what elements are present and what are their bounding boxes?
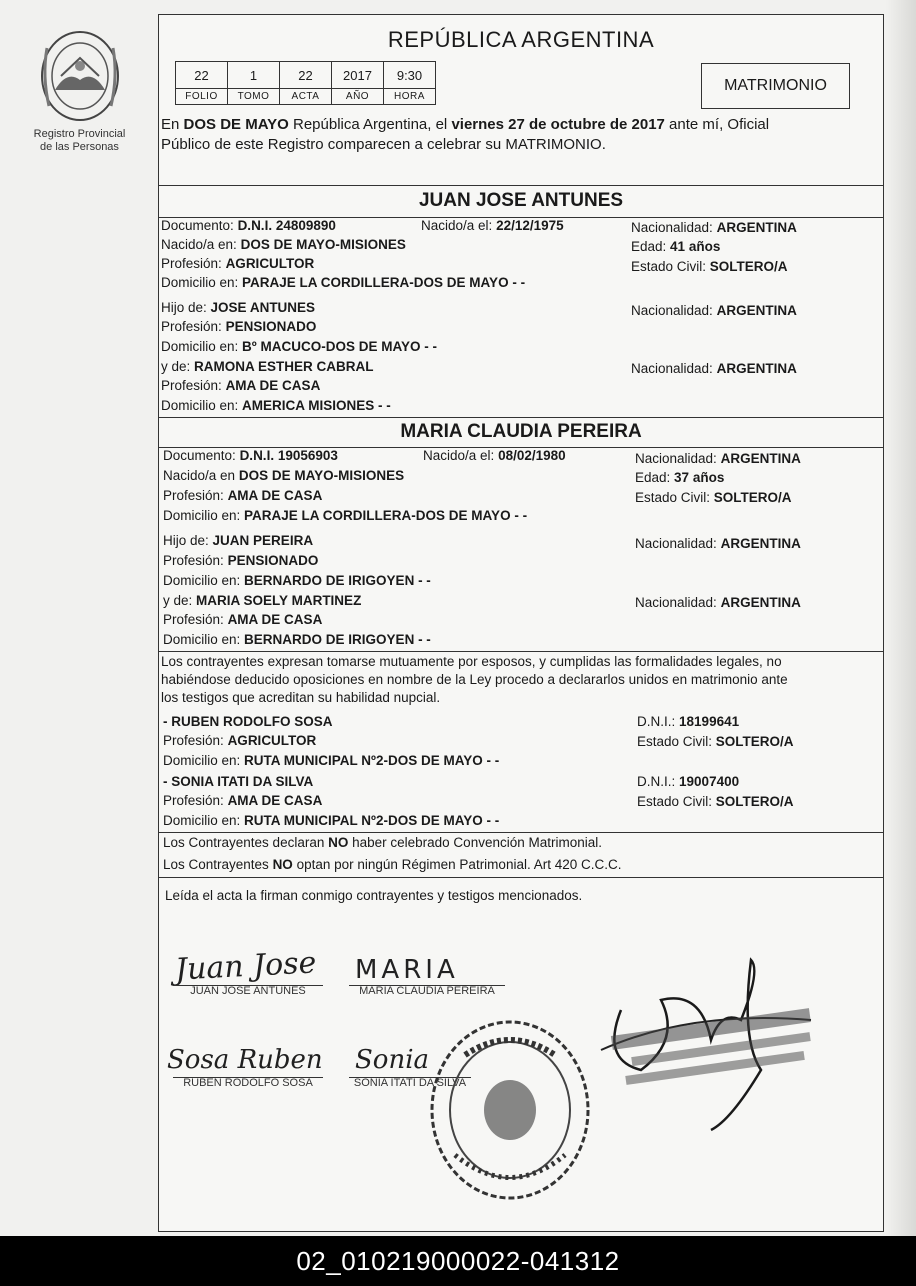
witness2-dni: D.N.I.: 19007400: [637, 774, 740, 789]
signature-label-ruben: RUBEN RODOLFO SOSA: [183, 1077, 313, 1089]
spouse2-padre-profesion: Profesión: PENSIONADO: [163, 553, 319, 568]
declaration-paragraph: [161, 653, 788, 707]
spouse1-documento: Documento: D.N.I. 24809890: [161, 218, 336, 233]
spouse1-nacido-en: Nacido/a en: DOS DE MAYO-MISIONES: [161, 237, 406, 252]
page-edge: [886, 0, 916, 1236]
registry-table: [175, 61, 436, 105]
signature-label-maria: MARIA CLAUDIA PEREIRA: [359, 985, 495, 997]
spouse1-madre: y de: RAMONA ESTHER CABRAL: [161, 359, 374, 374]
folio-value: 22: [176, 62, 228, 89]
spouse1-nacido-el: Nacido/a el: 22/12/1975: [421, 218, 564, 233]
document-code-bar: 02_010219000022-041312: [0, 1236, 916, 1286]
spouse2-edad: Edad: 37 años: [635, 470, 725, 485]
spouse2-estado-civil: Estado Civil: SOLTERO/A: [635, 490, 792, 505]
spouse2-padre: Hijo de: JUAN PEREIRA: [163, 533, 314, 548]
spouse2-nacido-el: Nacido/a el: 08/02/1980: [423, 448, 566, 463]
spouse2-name: MARIA CLAUDIA PEREIRA: [400, 421, 642, 442]
spouse1-estado-civil: Estado Civil: SOLTERO/A: [631, 259, 788, 274]
logo-caption-line1: Registro Provincial: [33, 128, 126, 140]
intro-place: DOS DE MAYO: [183, 116, 289, 133]
signature-juan-scrawl: Juan Jose: [174, 945, 318, 988]
intro-text-1: En: [161, 116, 184, 133]
regime-line1: Los Contrayentes declaran NO haber celebrado Convención Matrimonial.: [163, 835, 602, 850]
marriage-certificate: [158, 14, 884, 1232]
spouse2-padre-nacionalidad: Nacionalidad: ARGENTINA: [635, 536, 801, 551]
closing-text: Leída el acta la firman conmigo contrayentes y testigos mencionados.: [165, 888, 583, 903]
spouse1-padre: Hijo de: JOSE ANTUNES: [161, 300, 316, 315]
spouse1-padre-domicilio: Domicilio en: Bº MACUCO-DOS DE MAYO - -: [161, 339, 437, 354]
signature-ruben-scrawl: Sosa Ruben: [167, 1045, 323, 1075]
divider: [159, 417, 883, 418]
intro-date: viernes 27 de octubre de 2017: [451, 116, 665, 133]
witness1-dni: D.N.I.: 18199641: [637, 714, 740, 729]
declaration-line1: Los contrayentes expresan tomarse mutuamente por esposos, y cumplidas las formalidades legales, no: [161, 654, 782, 669]
intro-text-2: República Argentina, el: [288, 116, 452, 133]
tomo-label: TOMO: [228, 89, 280, 105]
spouse1-madre-nacionalidad: Nacionalidad: ARGENTINA: [631, 361, 797, 376]
official-signature-stamp-icon: [591, 950, 821, 1140]
intro-text-3: ante mí, Oficial: [664, 116, 770, 133]
divider: [159, 651, 883, 652]
acta-label: ACTA: [280, 89, 332, 105]
regime-line2: Los Contrayentes NO optan por ningún Régimen Patrimonial. Art 420 C.C.C.: [163, 857, 622, 872]
logo-caption-line2: de las Personas: [40, 141, 119, 153]
acta-value: 22: [280, 62, 332, 89]
witness2-name: - SONIA ITATI DA SILVA: [163, 774, 314, 789]
signature-maria-scrawl: MARIA: [355, 955, 459, 985]
folio-label: FOLIO: [176, 89, 228, 105]
spouse1-name: JUAN JOSE ANTUNES: [418, 190, 624, 211]
spouse1-madre-profesion: Profesión: AMA DE CASA: [161, 378, 321, 393]
spouse2-madre-profesion: Profesión: AMA DE CASA: [163, 612, 323, 627]
anio-label: AÑO: [332, 89, 384, 105]
intro-paragraph: [161, 115, 769, 155]
spouse2-madre-nacionalidad: Nacionalidad: ARGENTINA: [635, 595, 801, 610]
spouse2-domicilio: Domicilio en: PARAJE LA CORDILLERA-DOS DE MAYO - -: [163, 508, 528, 523]
signature-sonia-scrawl: Sonia: [355, 1045, 430, 1075]
registry-round-stamp-icon: [425, 1015, 595, 1205]
witness1-estado-civil: Estado Civil: SOLTERO/A: [637, 734, 794, 749]
witness1-profesion: Profesión: AGRICULTOR: [163, 733, 317, 748]
hora-label: HORA: [384, 89, 436, 105]
declaration-line3: los testigos que acreditan su habilidad nupcial.: [161, 690, 441, 705]
spouse1-madre-domicilio: Domicilio en: AMERICA MISIONES - -: [161, 398, 391, 413]
anio-value: 2017: [332, 62, 384, 89]
spouse2-madre: y de: MARIA SOELY MARTINEZ: [163, 593, 362, 608]
divider: [159, 832, 883, 833]
provincial-seal-icon: [37, 28, 123, 124]
spouse2-padre-domicilio: Domicilio en: BERNARDO DE IRIGOYEN - -: [163, 573, 431, 588]
spouse2-nacido-en: Nacido/a en DOS DE MAYO-MISIONES: [163, 468, 405, 483]
spouse1-padre-nacionalidad: Nacionalidad: ARGENTINA: [631, 303, 797, 318]
spouse1-domicilio: Domicilio en: PARAJE LA CORDILLERA-DOS DE MAYO - -: [161, 275, 526, 290]
spouse2-profesion: Profesión: AMA DE CASA: [163, 488, 323, 503]
spouse1-padre-profesion: Profesión: PENSIONADO: [161, 319, 317, 334]
signature-label-sonia: SONIA ITATI DA SILVA: [353, 1077, 467, 1089]
document-title: REPÚBLICA ARGENTINA: [387, 27, 655, 52]
declaration-line2: habiéndose deducido oposiciones en nombre de la Ley procedo a declararlos unidos en matrimonio ante: [161, 672, 788, 687]
witness2-estado-civil: Estado Civil: SOLTERO/A: [637, 794, 794, 809]
divider: [159, 877, 883, 878]
witness2-domicilio: Domicilio en: RUTA MUNICIPAL Nº2-DOS DE MAYO - -: [163, 813, 500, 828]
hora-value: 9:30: [384, 62, 436, 89]
tomo-value: 1: [228, 62, 280, 89]
intro-line2: Público de este Registro comparecen a celebrar su MATRIMONIO.: [161, 136, 606, 153]
witness2-profesion: Profesión: AMA DE CASA: [163, 793, 323, 808]
signature-label-juan: JUAN JOSE ANTUNES: [190, 985, 306, 997]
witness1-domicilio: Domicilio en: RUTA MUNICIPAL Nº2-DOS DE MAYO - -: [163, 753, 500, 768]
divider: [159, 185, 883, 186]
witness1-name: - RUBEN RODOLFO SOSA: [163, 714, 333, 729]
spouse1-nacionalidad: Nacionalidad: ARGENTINA: [631, 220, 797, 235]
spouse2-documento: Documento: D.N.I. 19056903: [163, 448, 338, 463]
spouse1-profesion: Profesión: AGRICULTOR: [161, 256, 315, 271]
spouse2-madre-domicilio: Domicilio en: BERNARDO DE IRIGOYEN - -: [163, 632, 431, 647]
spouse1-edad: Edad: 41 años: [631, 239, 721, 254]
spouse2-nacionalidad: Nacionalidad: ARGENTINA: [635, 451, 801, 466]
registry-logo: [22, 28, 137, 154]
act-type-box: MATRIMONIO: [701, 63, 850, 109]
